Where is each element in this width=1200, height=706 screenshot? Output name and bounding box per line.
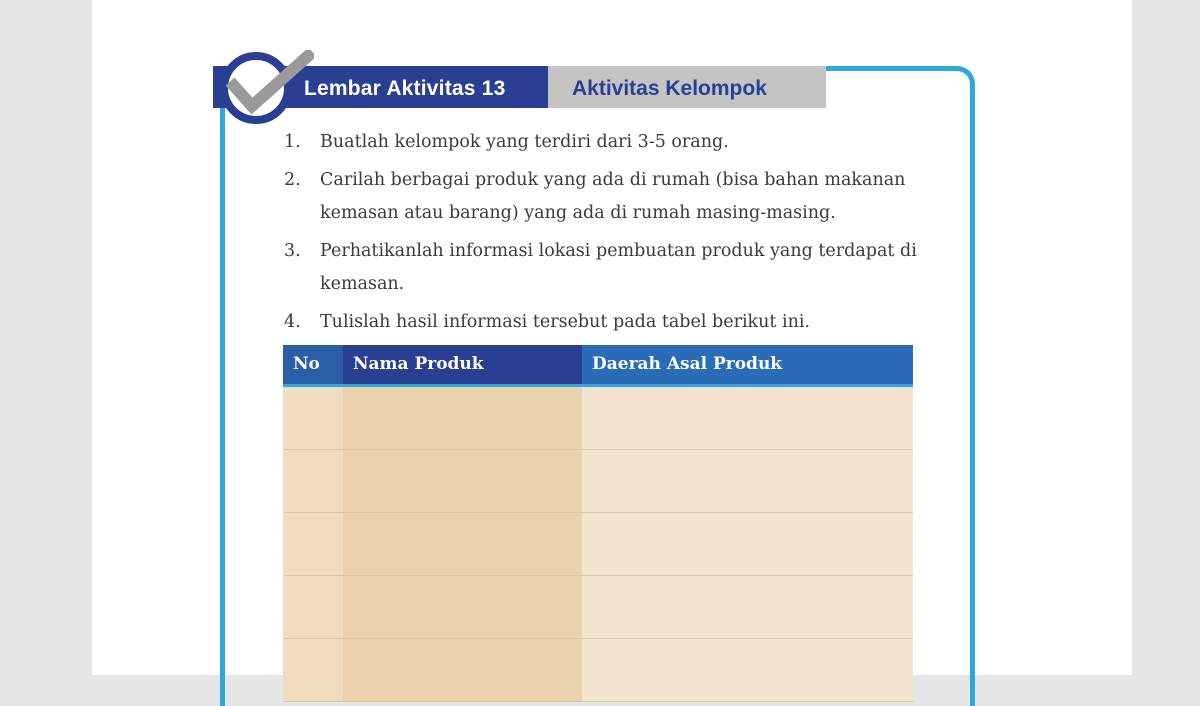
checkmark-icon [218, 50, 314, 126]
instruction-number: 4. [284, 312, 301, 332]
cell-no[interactable] [283, 575, 343, 638]
instruction-number: 1. [284, 132, 301, 152]
table-row [283, 449, 913, 512]
cell-no[interactable] [283, 385, 343, 449]
table-row [283, 575, 913, 638]
cell-no[interactable] [283, 512, 343, 575]
cell-product-name[interactable] [343, 638, 582, 701]
instruction-item [284, 306, 944, 339]
instruction-number: 2. [284, 170, 301, 190]
instruction-item [284, 164, 944, 230]
instruction-number: 3. [284, 241, 301, 261]
instruction-text: Perhatikanlah informasi lokasi pembuatan produk yang terdapat di kemasan. [320, 241, 917, 294]
cell-product-name[interactable] [343, 385, 582, 449]
cell-origin[interactable] [582, 385, 913, 449]
product-table [283, 345, 913, 702]
table-header-row [283, 345, 913, 385]
table-row [283, 385, 913, 449]
instruction-item [284, 126, 944, 159]
cell-origin[interactable] [582, 449, 913, 512]
instruction-text: Carilah berbagai produk yang ada di rumah (bisa bahan makanan kemasan atau barang) yang ada di rumah masing-masing. [320, 170, 906, 223]
cell-origin[interactable] [582, 575, 913, 638]
cell-no[interactable] [283, 449, 343, 512]
column-header-product-name: Nama Produk [343, 345, 582, 385]
cell-origin[interactable] [582, 512, 913, 575]
cell-product-name[interactable] [343, 575, 582, 638]
column-header-no: No [283, 345, 343, 385]
table-row [283, 638, 913, 701]
cell-no[interactable] [283, 638, 343, 701]
column-header-origin: Daerah Asal Produk [582, 345, 913, 385]
cell-origin[interactable] [582, 638, 913, 701]
instruction-list [284, 126, 944, 344]
activity-title: Lembar Aktivitas 13 [304, 77, 506, 100]
instruction-item [284, 235, 944, 301]
instruction-text: Buatlah kelompok yang terdiri dari 3-5 orang. [320, 132, 729, 152]
cell-product-name[interactable] [343, 449, 582, 512]
cell-product-name[interactable] [343, 512, 582, 575]
instruction-text: Tulislah hasil informasi tersebut pada tabel berikut ini. [320, 312, 811, 332]
table-row [283, 512, 913, 575]
activity-type-label: Aktivitas Kelompok [572, 77, 767, 100]
